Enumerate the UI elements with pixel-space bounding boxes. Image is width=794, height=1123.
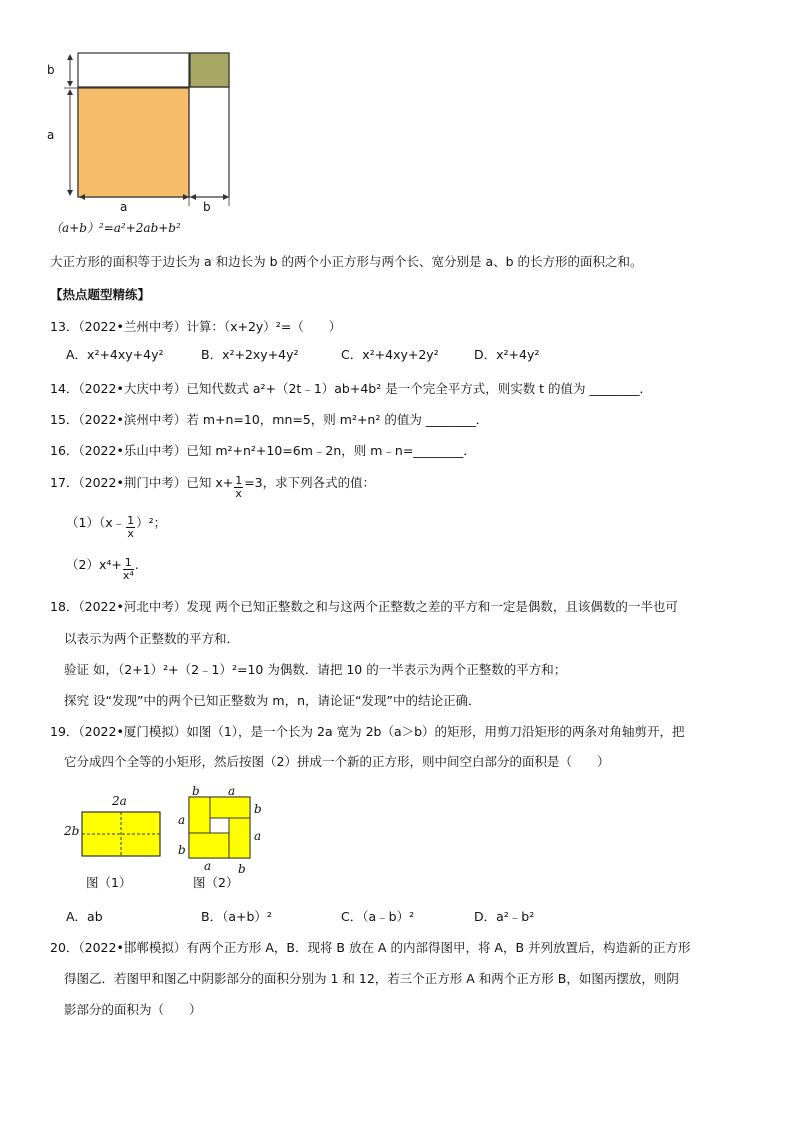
fig2-label-7: a bbox=[204, 859, 212, 873]
q14-stem: 14．（2022•大庆中考）已知代数式 a²+（2t﹣1）ab+4b² 是一个完全平方式，则实数 t 的值为 ________． bbox=[50, 381, 653, 396]
label-b-left: b bbox=[47, 63, 55, 77]
fig1-caption: 图（1） bbox=[86, 875, 132, 890]
fig2-label-4: a bbox=[254, 829, 262, 843]
fig2-caption: 图（2） bbox=[193, 875, 239, 890]
q18-line1: 18．（2022•河北中考）发现 两个已知正整数之和与这两个正整数之差的平方和一定是偶数，且该偶数的一半也可 bbox=[50, 599, 678, 614]
fig2-label-5: a bbox=[178, 813, 186, 827]
intro-text: 大正方形的面积等于边长为 a 和边长为 b 的两个小正方形与两个长、宽分别是 a、b 的长方形的面积之和。 bbox=[50, 254, 643, 269]
q19-option-b: B．（a+b）² bbox=[201, 909, 272, 924]
q17-stem: 17．（2022•荆门中考）已知 x+ $\frac{1}{x}$ =3，求下列各式的值： bbox=[50, 474, 376, 500]
q13-option-c: C．x²+4xy+2y² bbox=[341, 347, 439, 362]
fig2-label-8: b bbox=[238, 862, 246, 876]
section-title: 【热点题型精练】 bbox=[50, 287, 151, 302]
q19-option-d: D．a²﹣b² bbox=[474, 909, 535, 924]
q19-option-c: C．（a﹣b）² bbox=[341, 909, 415, 924]
q13-option-a: A．x²+4xy+4y² bbox=[66, 347, 164, 362]
q13-stem: 13．（2022•兰州中考）计算：（x+2y）²=（ ） bbox=[50, 319, 342, 334]
q19-line2: 它分成四个全等的小矩形，然后按图（2）拼成一个新的正方形，则中间空白部分的面积是（ ） bbox=[64, 754, 610, 769]
large-square-a bbox=[78, 88, 189, 197]
q19-line1: 19．（2022•厦门模拟）如图（1），是一个长为 2a 宽为 2b（a＞b）的矩形，用剪刀沿矩形的两条对角轴剪开，把 bbox=[50, 724, 685, 739]
fig1-label-top: 2a bbox=[112, 794, 127, 808]
q20-line2: 得图乙．若图甲和图乙中阴影部分的面积分别为 1 和 12，若三个正方形 A 和两个正方形 B，如图丙摆放，则阴 bbox=[64, 971, 679, 986]
q20-line3: 影部分的面积为（ ） bbox=[64, 1002, 202, 1017]
q16-stem: 16．（2022•乐山中考）已知 m²+n²+10=6m﹣2n，则 m﹣n=________． bbox=[50, 443, 476, 458]
fig2-label-1: b bbox=[192, 784, 200, 798]
expansion-formula: （a+b）²=a²+2ab+b² bbox=[50, 221, 181, 235]
square-expansion-figure bbox=[40, 46, 250, 216]
q18-line2: 以表示为两个正整数的平方和． bbox=[64, 631, 240, 646]
label-a-bottom: a bbox=[120, 200, 128, 214]
q18-line3: 验证 如，（2+1）²+（2﹣1）²=10 为偶数．请把 10 的一半表示为两个正整数的平方和； bbox=[64, 662, 567, 677]
q13-option-b: B．x²+2xy+4y² bbox=[201, 347, 299, 362]
q15-stem: 15．（2022•滨州中考）若 m+n=10，mn=5，则 m²+n² 的值为 ________． bbox=[50, 412, 489, 427]
q19-option-a: A．ab bbox=[66, 909, 103, 924]
figure-2-square bbox=[188, 796, 252, 860]
q17-sub2: （2）x⁴+ $\frac{1}{\text{x⁴}}$ . bbox=[66, 556, 139, 582]
label-a-left: a bbox=[47, 128, 55, 142]
q20-line1: 20．（2022•邯郸模拟）有两个正方形 A，B．现将 B 放在 A 的内部得图甲，将 A，B 并列放置后，构造新的正方形 bbox=[50, 940, 691, 955]
fig2-label-3: b bbox=[254, 802, 262, 816]
small-square-b bbox=[190, 53, 229, 87]
fig2-label-6: b bbox=[178, 843, 186, 857]
q13-option-d: D．x²+4y² bbox=[474, 347, 540, 362]
label-b-bottom: b bbox=[203, 200, 211, 214]
fig1-label-left: 2b bbox=[64, 824, 80, 838]
q17-sub1: （1）（x﹣ $\frac{1}{x}$ ）²； bbox=[66, 514, 167, 540]
fig2-label-2: a bbox=[228, 784, 236, 798]
q18-line4: 探究 设“发现”中的两个已知正整数为 m，n，请论证“发现”中的结论正确． bbox=[64, 693, 481, 708]
figure-1-rectangle bbox=[80, 810, 164, 860]
